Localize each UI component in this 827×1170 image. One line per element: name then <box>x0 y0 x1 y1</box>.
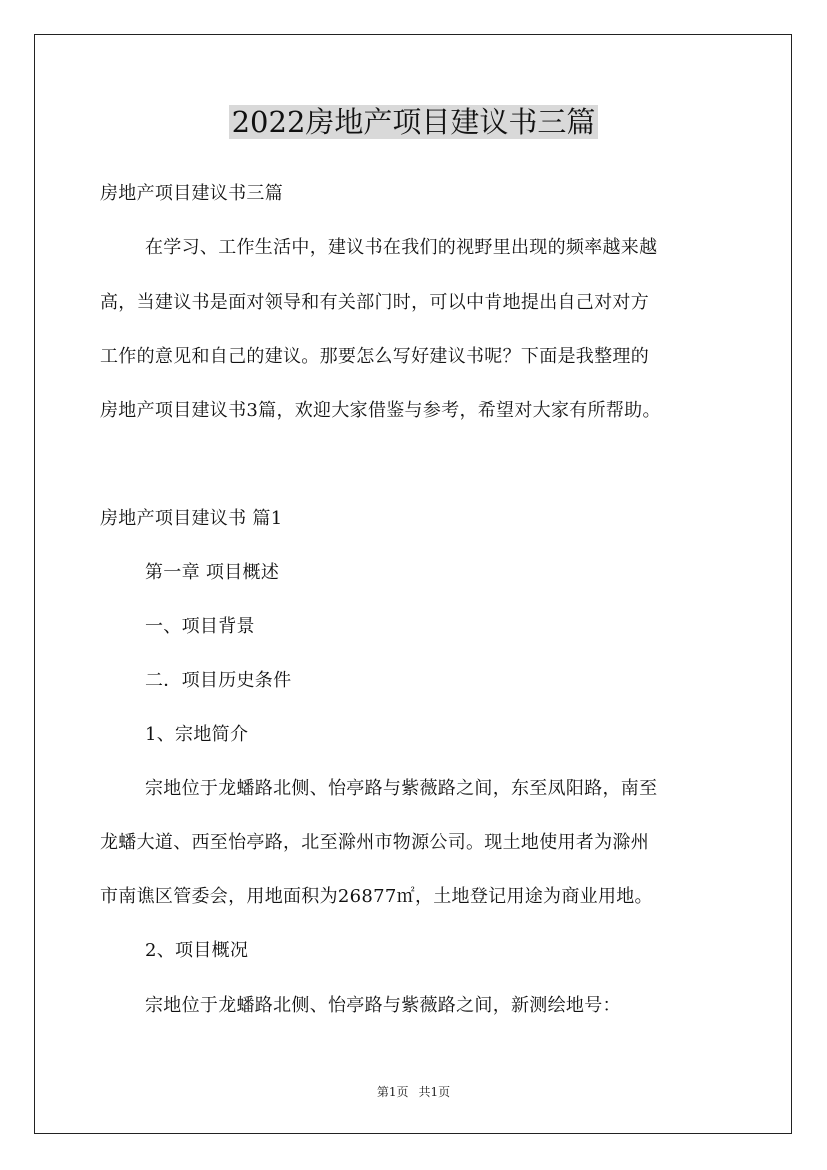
footer-page-total: 共1页 <box>418 1085 451 1099</box>
document-title <box>0 102 827 142</box>
intro-line: 高，当建议书是面对领导和有关部门时，可以中肯地提出自己对对方 <box>100 292 649 313</box>
body-line: 宗地位于龙蟠路北侧、怡亭路与紫薇路之间，东至凤阳路，南至 <box>145 778 658 799</box>
chapter-heading: 第一章 项目概述 <box>145 562 280 583</box>
footer-page-current: 第1页 <box>376 1085 409 1099</box>
sub-heading-project-overview: 2、项目概况 <box>145 940 249 961</box>
body-line: 龙蟠大道、西至怡亭路，北至滁州市物源公司。现土地使用者为滁州 <box>100 832 649 853</box>
body-line: 市南谯区管委会，用地面积为26877㎡，土地登记用途为商业用地。 <box>100 886 653 907</box>
document-subtitle: 房地产项目建议书三篇 <box>100 183 283 204</box>
list-item-project-background: 一、项目背景 <box>145 616 255 637</box>
list-item-project-history: 二．项目历史条件 <box>145 670 292 691</box>
intro-line: 工作的意见和自己的建议。那要怎么写好建议书呢？下面是我整理的 <box>100 346 649 367</box>
intro-line: 在学习、工作生活中，建议书在我们的视野里出现的频率越来越 <box>145 237 658 258</box>
document-title-text: 2022房地产项目建议书三篇 <box>229 105 599 139</box>
intro-line: 房地产项目建议书3篇，欢迎大家借鉴与参考，希望对大家有所帮助。 <box>100 400 661 421</box>
sub-heading-site-intro: 1、宗地简介 <box>145 724 249 745</box>
page-footer <box>0 1084 827 1100</box>
body-line: 宗地位于龙蟠路北侧、怡亭路与紫薇路之间，新测绘地号： <box>145 995 621 1016</box>
section-heading: 房地产项目建议书 篇1 <box>100 508 283 529</box>
